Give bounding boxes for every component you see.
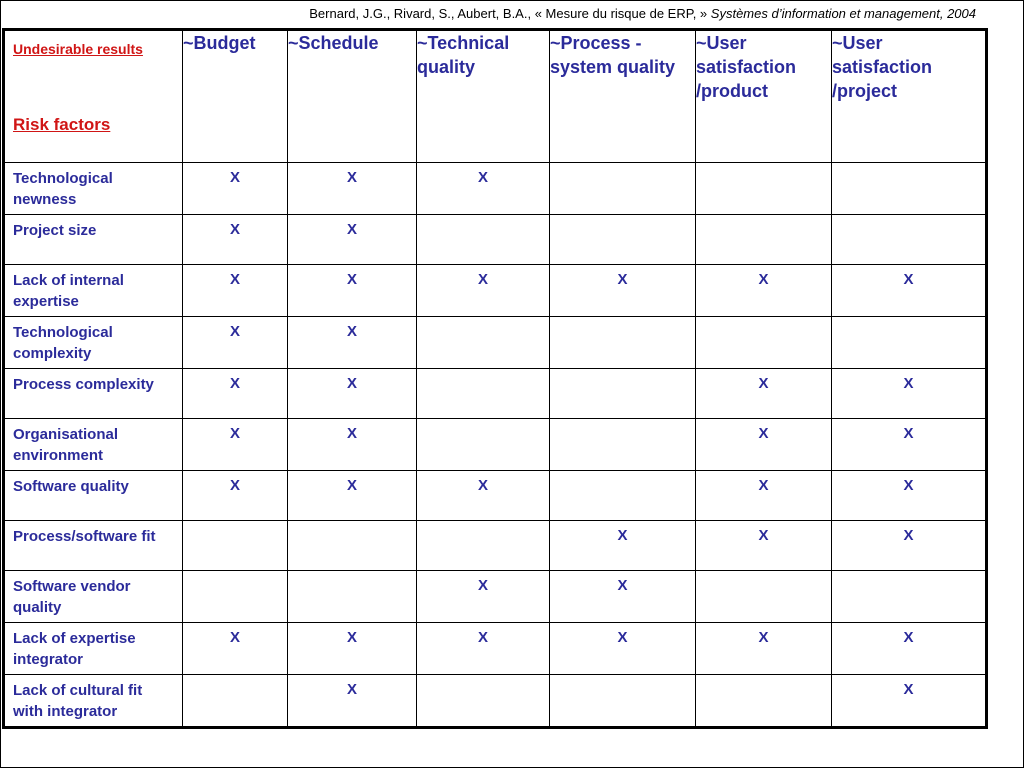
- matrix-cell: [183, 521, 288, 571]
- matrix-cell: X: [832, 419, 987, 471]
- risk-factor-label: Lack of internal expertise: [4, 265, 183, 317]
- matrix-cell: X: [696, 623, 832, 675]
- table-row: [4, 419, 987, 471]
- risk-factor-label: Organisational environment: [4, 419, 183, 471]
- matrix-cell: X: [832, 265, 987, 317]
- risk-factor-label: Lack of expertise integrator: [4, 623, 183, 675]
- risk-factor-label: Process complexity: [4, 369, 183, 419]
- column-header-budget: ~Budget: [183, 30, 288, 163]
- matrix-cell: X: [183, 265, 288, 317]
- matrix-cell: X: [832, 521, 987, 571]
- risk-factor-label: Technological newness: [4, 163, 183, 215]
- table-row: [4, 369, 987, 419]
- table-row: [4, 317, 987, 369]
- matrix-cell: [417, 317, 550, 369]
- matrix-cell: [183, 675, 288, 728]
- matrix-cell: X: [550, 521, 696, 571]
- matrix-cell: X: [696, 419, 832, 471]
- matrix-cell: [832, 317, 987, 369]
- column-header-schedule: ~Schedule: [288, 30, 417, 163]
- matrix-cell: [550, 471, 696, 521]
- matrix-cell: [417, 369, 550, 419]
- matrix-cell: [288, 571, 417, 623]
- citation-authors: Bernard, J.G., Rivard, S., Aubert, B.A., « Mesure du risque de ERP, »: [309, 6, 708, 21]
- matrix-cell: X: [696, 471, 832, 521]
- matrix-cell: [550, 675, 696, 728]
- matrix-cell: X: [832, 623, 987, 675]
- matrix-cell: [696, 675, 832, 728]
- table-row: [4, 471, 987, 521]
- matrix-cell: X: [417, 623, 550, 675]
- matrix-cell: X: [417, 571, 550, 623]
- table-row: [4, 623, 987, 675]
- matrix-cell: X: [288, 623, 417, 675]
- matrix-cell: X: [288, 471, 417, 521]
- header-row: [4, 30, 987, 163]
- matrix-cell: X: [288, 163, 417, 215]
- table-row: [4, 215, 987, 265]
- matrix-cell: X: [832, 369, 987, 419]
- matrix-cell: [550, 369, 696, 419]
- matrix-cell: X: [550, 623, 696, 675]
- corner-header-cell: [4, 30, 183, 163]
- matrix-cell: [696, 571, 832, 623]
- matrix-cell: [550, 317, 696, 369]
- matrix-cell: X: [183, 369, 288, 419]
- matrix-cell: [288, 521, 417, 571]
- risk-factor-label: Process/software fit: [4, 521, 183, 571]
- matrix-cell: [417, 675, 550, 728]
- matrix-body: [4, 163, 987, 728]
- column-header-user-satisfaction-project: ~User satisfaction /project: [832, 30, 987, 163]
- matrix-cell: X: [696, 369, 832, 419]
- risk-factor-label: Software vendor quality: [4, 571, 183, 623]
- matrix-cell: [832, 163, 987, 215]
- matrix-cell: X: [183, 215, 288, 265]
- matrix-cell: [832, 571, 987, 623]
- matrix-cell: X: [183, 419, 288, 471]
- matrix-cell: [417, 521, 550, 571]
- matrix-cell: X: [183, 471, 288, 521]
- matrix-cell: X: [183, 163, 288, 215]
- matrix-cell: [550, 215, 696, 265]
- citation-journal: Systèmes d’information et management, 2004: [710, 6, 976, 21]
- matrix-cell: X: [288, 215, 417, 265]
- table-row: [4, 265, 987, 317]
- matrix-cell: X: [832, 675, 987, 728]
- risk-factor-label: Project size: [4, 215, 183, 265]
- citation: [309, 6, 976, 21]
- column-header-process-system-quality: ~Process - system quality: [550, 30, 696, 163]
- matrix-cell: X: [832, 471, 987, 521]
- risk-matrix-table: [2, 28, 988, 729]
- risk-factor-label: Lack of cultural fit with integrator: [4, 675, 183, 728]
- matrix-cell: X: [417, 265, 550, 317]
- matrix-cell: [417, 215, 550, 265]
- matrix-cell: [832, 215, 987, 265]
- matrix-cell: X: [183, 623, 288, 675]
- matrix-cell: X: [417, 471, 550, 521]
- matrix-cell: [550, 163, 696, 215]
- table-row: [4, 521, 987, 571]
- matrix-cell: [696, 163, 832, 215]
- risk-factor-label: Technological complexity: [4, 317, 183, 369]
- column-header-user-satisfaction-product: ~User satisfaction /product: [696, 30, 832, 163]
- risk-factor-label: Software quality: [4, 471, 183, 521]
- matrix-cell: [696, 215, 832, 265]
- table-row: [4, 571, 987, 623]
- column-header-technical-quality: ~Technical quality: [417, 30, 550, 163]
- matrix-cell: X: [550, 571, 696, 623]
- undesirable-results-label: Undesirable results: [13, 41, 143, 57]
- matrix-cell: X: [288, 317, 417, 369]
- matrix-cell: X: [550, 265, 696, 317]
- table-row: [4, 163, 987, 215]
- matrix-cell: X: [696, 265, 832, 317]
- matrix-cell: X: [696, 521, 832, 571]
- matrix-cell: X: [183, 317, 288, 369]
- matrix-cell: X: [288, 369, 417, 419]
- risk-factors-label: Risk factors: [13, 115, 111, 134]
- matrix-cell: X: [288, 675, 417, 728]
- table-row: [4, 675, 987, 728]
- matrix-cell: X: [288, 419, 417, 471]
- matrix-cell: [550, 419, 696, 471]
- matrix-cell: X: [417, 163, 550, 215]
- matrix-cell: [696, 317, 832, 369]
- matrix-cell: [417, 419, 550, 471]
- matrix-cell: [183, 571, 288, 623]
- matrix-cell: X: [288, 265, 417, 317]
